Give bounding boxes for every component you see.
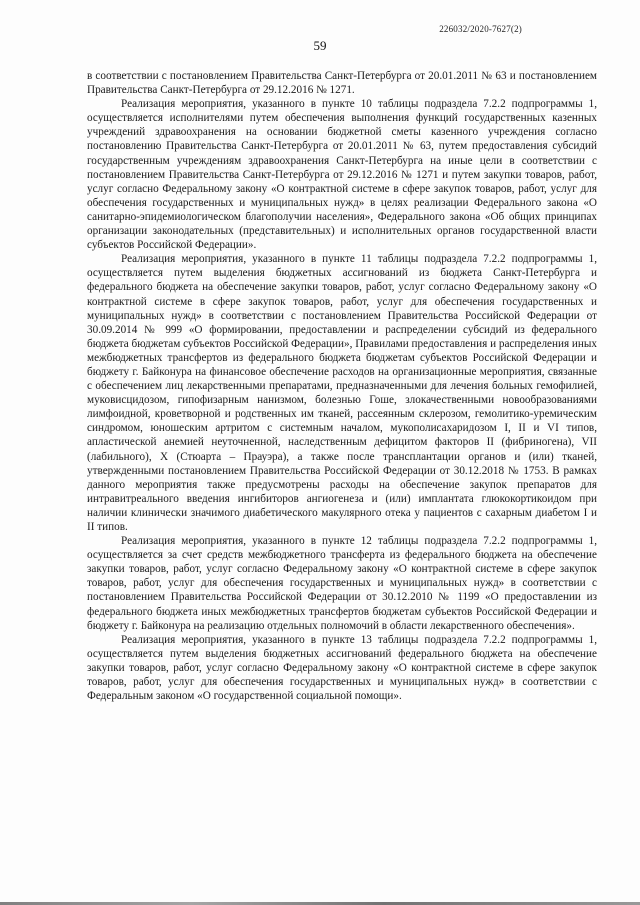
page-number: 59 [313, 38, 327, 53]
paragraph-4: Реализация мероприятия, указанного в пункте 12 таблицы подраздела 7.2.2 подпрограммы 1, осуществляется за счет средств межбюджетного трансферта из федерального бюджета на обеспечение закупки товаров, работ, услуг согласно Федеральному закону «О контрактной системе в сфере закупок товаров, работ, услуг для обеспечения государственных и муниципальных нужд» в соответствии с постановлением Правительства Российской Федерации от 30.12.2010 № 1199 «О предоставлении из федерального бюджета иных межбюджетных трансфертов бюджетам субъектов Российской Федерации и бюджету г. Байконура на реализацию отдельных полномочий в области лекарственного обеспечения». [87, 535, 597, 632]
paragraph-3: Реализация мероприятия, указанного в пункте 11 таблицы подраздела 7.2.2 подпрограммы 1, осуществляется путем выделения бюджетных ассигнований из бюджета Санкт-Петербурга и федерального бюджета на обеспечение закупки товаров, работ, услуг согласно Федеральному закону «О контрактной системе в сфере закупок товаров, работ, услуг для обеспечения государственных и муниципальных нужд» в соответствии с постановлением Правительства Российской Федерации от 30.09.2014 № 999 «О формировании, предоставлении и распределении субсидий из федерального бюджета бюджетам субъектов Российской Федерации», Правилами предоставления и распределения иных межбюджетных трансфертов из федерального бюджета бюджетам субъектов Российской Федерации и бюджету г. Байконура на финансовое обеспечение расходов на организационные мероприятия, связанные с обеспечением лиц лекарственными препаратами, предназначенными для лечения больных гемофилией, муковисцидозом, гипофизарным нанизмом, болезнью Гоше, злокачественными новообразованиями лимфоидной, кроветворной и родственных им тканей, рассеянным склерозом, гемолитико-уремическим синдромом, юношеским артритом с системным началом, мукополисахаридозом I, II и VI типов, апластической анемией неуточненной, наследственным дефицитом факторов II (фибриногена), VII (лабильного), X (Стюарта – Прауэра), а также после трансплантации органов и (или) тканей, утвержденными постановлением Правительства Российской Федерации от 30.12.2018 № 1753. В рамках данного мероприятия также предусмотрены расходы на обеспечение закупок препаратов для интравитреального введения ингибиторов ангиогенеза и (или) имплантата глюкокортикоидом при наличии клинически значимого диабетического макулярного отека у пациентов с сахарным диабетом I и II типов. [87, 253, 597, 533]
paragraph-1: в соответствии с постановлением Правительства Санкт-Петербурга от 20.01.2011 № 63 и постановлением Правительства Санкт-Петербурга от 29.12.2016 № 1271. [87, 70, 597, 97]
document-body [87, 69, 597, 703]
paragraph-5: Реализация мероприятия, указанного в пункте 13 таблицы подраздела 7.2.2 подпрограммы 1, осуществляется путем выделения бюджетных ассигнований федерального бюджета на обеспечение закупки товаров, работ, услуг согласно Федеральному закону «О контрактной системе в сфере закупок товаров, работ, услуг для обеспечения государственных и муниципальных нужд» в соответствии с Федеральным законом «О государственной социальной помощи». [87, 633, 597, 703]
paragraph-2: Реализация мероприятия, указанного в пункте 10 таблицы подраздела 7.2.2 подпрограммы 1, осуществляется исполнителями путем обеспечения выполнения функций государственных казенных учреждений здравоохранения на основании бюджетной сметы казенного учреждения согласно постановлению Правительства Санкт-Петербурга от 20.01.2011 № 63, путем предоставления субсидий государственным учреждениям здравоохранения Санкт-Петербурга на иные цели в соответствии с постановлением Правительства Санкт-Петербурга от 29.12.2016 № 1271 и путем закупки товаров, работ, услуг согласно Федеральному закону «О контрактной системе в сфере закупок товаров, работ, услуг для обеспечения государственных и муниципальных нужд» в целях реализации Федерального закона «О санитарно-эпидемиологическом благополучии населения», Федерального закона «Об общих принципах организации законодательных (представительных) и исполнительных органов государственной власти субъектов Российской Федерации». [87, 98, 597, 252]
document-registration-number: 226032/2020-7627(2) [439, 24, 522, 34]
